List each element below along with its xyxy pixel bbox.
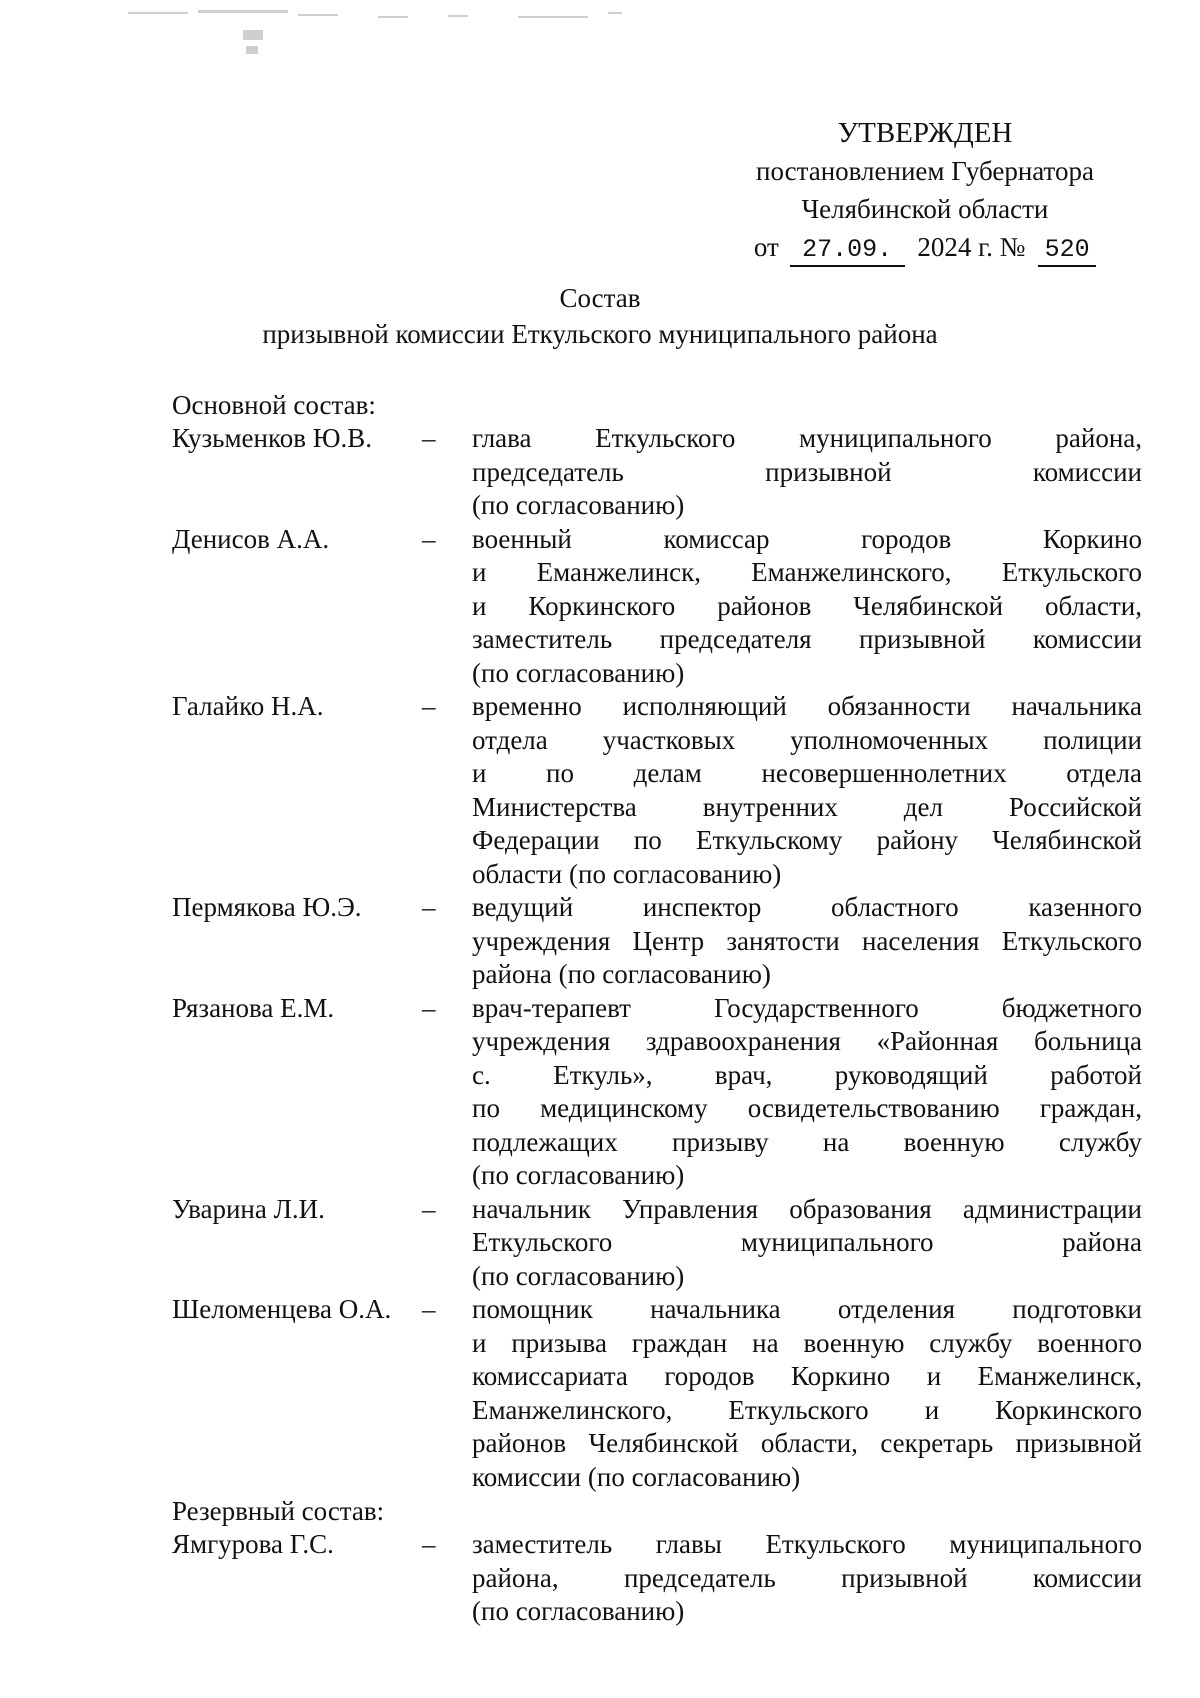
description-line: (по согласованию)	[472, 1260, 685, 1291]
description-line: глава Еткульского муниципального района,	[472, 423, 1142, 453]
description-line: (по согласованию)	[472, 490, 685, 520]
description-line: Федерации по Еткульскому району Челябинской	[472, 825, 1142, 855]
description-line: военный комиссар городов Коркино	[472, 523, 1142, 554]
description-line: отдела участковых уполномоченных полиции	[472, 724, 1142, 755]
year-text: 2024 г. №	[917, 232, 1026, 262]
member-row	[172, 422, 1142, 523]
member-dash: –	[422, 1294, 436, 1324]
reserve-members-list	[172, 1528, 1142, 1629]
member-row	[172, 891, 1142, 992]
member-description	[472, 1528, 1142, 1629]
member-description	[472, 992, 1142, 1193]
member-description	[472, 1193, 1142, 1294]
description-line: Еткульского муниципального района	[472, 1227, 1142, 1257]
description-line: комиссариата городов Коркино и Еманжелинск,	[472, 1361, 1142, 1391]
member-row	[172, 1293, 1142, 1494]
member-name: Уварина Л.И.	[172, 1193, 325, 1224]
member-name: Денисов А.А.	[172, 523, 330, 554]
description-line: района (по согласованию)	[472, 959, 771, 989]
member-dash: –	[422, 992, 436, 1023]
member-description	[472, 1293, 1142, 1494]
member-dash: –	[422, 892, 436, 922]
description-line: учреждения здравоохранения «Районная больница	[472, 1026, 1142, 1056]
document-title	[170, 280, 1030, 352]
description-line: и Еманжелинск, Еманжелинского, Еткульского	[472, 557, 1142, 587]
scan-artifact	[128, 6, 688, 66]
description-line: области (по согласованию)	[472, 858, 782, 889]
description-line: заместитель главы Еткульского муниципального	[472, 1529, 1142, 1559]
main-members-list	[172, 422, 1142, 1494]
member-description	[472, 891, 1142, 992]
description-line: подлежащих призыву на военную службу	[472, 1126, 1142, 1157]
description-line: комиссии (по согласованию)	[472, 1461, 801, 1492]
description-line: заместитель председателя призывной комиссии	[472, 624, 1142, 654]
description-line: врач-терапевт Государственного бюджетного	[472, 992, 1142, 1023]
member-name: Кузьменков Ю.В.	[172, 423, 372, 453]
member-row	[172, 1528, 1142, 1629]
reserve-composition-label: Резервный состав:	[172, 1496, 385, 1526]
member-dash: –	[422, 423, 436, 453]
approval-heading: УТВЕРЖДЕН	[837, 117, 1013, 149]
description-line: Еманжелинского, Еткульского и Коркинского	[472, 1394, 1142, 1425]
member-name: Рязанова Е.М.	[172, 992, 335, 1023]
description-line: (по согласованию)	[472, 1596, 685, 1626]
member-dash: –	[422, 691, 436, 721]
approval-decree-line: постановлением Губернатора	[756, 156, 1094, 186]
description-line: и Коркинского районов Челябинской области,	[472, 590, 1142, 621]
member-description	[472, 690, 1142, 891]
member-row	[172, 1193, 1142, 1294]
description-line: начальник Управления образования администрации	[472, 1193, 1142, 1224]
approval-block	[705, 114, 1145, 266]
description-line: временно исполняющий обязанности начальника	[472, 691, 1142, 721]
description-line: и по делам несовершеннолетних отдела	[472, 758, 1142, 788]
description-line: по медицинскому освидетельствованию граждан,	[472, 1093, 1142, 1123]
description-line: ведущий инспектор областного казенного	[472, 892, 1142, 922]
member-description	[472, 422, 1142, 523]
member-description	[472, 523, 1142, 691]
description-line: председатель призывной комиссии	[472, 456, 1142, 487]
title-line-2: призывной комиссии Еткульского муниципального района	[262, 319, 938, 349]
member-name: Пермякова Ю.Э.	[172, 892, 362, 922]
description-line: районов Челябинской области, секретарь призывной	[472, 1428, 1142, 1458]
commission-list	[172, 388, 1142, 1629]
decree-number-field: 520	[1038, 235, 1096, 267]
member-dash: –	[422, 1529, 436, 1559]
description-line: и призыва граждан на военную службу военного	[472, 1327, 1142, 1358]
description-line: учреждения Центр занятости населения Еткульского	[472, 925, 1142, 956]
description-line: (по согласованию)	[472, 657, 685, 688]
member-row	[172, 690, 1142, 891]
member-dash: –	[422, 1193, 436, 1224]
description-line: района, председатель призывной комиссии	[472, 1562, 1142, 1593]
member-name: Галайко Н.А.	[172, 691, 324, 721]
member-name: Ямгурова Г.С.	[172, 1529, 334, 1559]
approval-date-line	[705, 228, 1145, 266]
description-line: помощник начальника отделения подготовки	[472, 1294, 1142, 1324]
member-dash: –	[422, 523, 436, 554]
member-row	[172, 992, 1142, 1193]
member-name: Шеломенцева О.А.	[172, 1294, 392, 1324]
description-line: Министерства внутренних дел Российской	[472, 791, 1142, 822]
description-line: с. Еткуль», врач, руководящий работой	[472, 1059, 1142, 1090]
description-line: (по согласованию)	[472, 1160, 685, 1190]
member-row	[172, 523, 1142, 691]
main-composition-label: Основной состав:	[172, 390, 376, 420]
date-prefix: от	[753, 232, 779, 262]
date-field: 27.09.	[790, 235, 905, 267]
approval-region-line: Челябинской области	[801, 194, 1049, 224]
title-line-1: Состав	[559, 283, 641, 313]
